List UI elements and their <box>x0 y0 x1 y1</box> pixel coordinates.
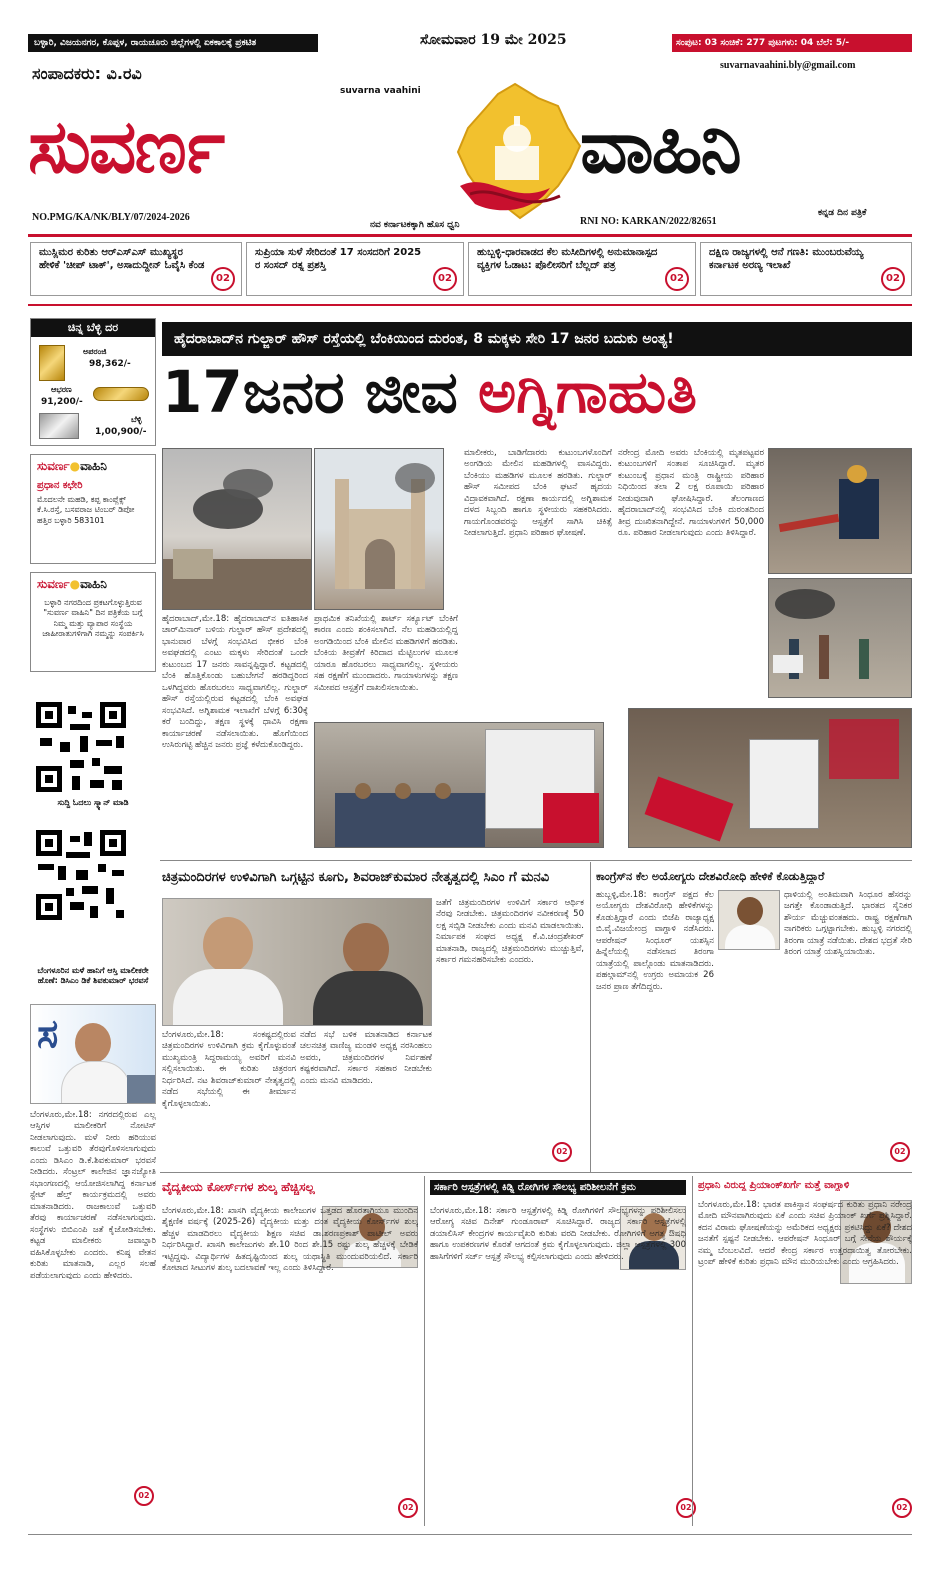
page-ref-badge: 02 <box>890 1142 910 1162</box>
gold-label-2: ಆಭರಣ <box>51 385 72 394</box>
gold-bar-icon <box>39 345 65 381</box>
editor-name: ಸಂಪಾದಕರು: ವಿ.ರವಿ <box>32 64 142 83</box>
cm-shivarajkumar-photo <box>162 898 432 1026</box>
teaser-box[interactable] <box>246 242 464 296</box>
page-ref-badge: 02 <box>211 267 235 291</box>
page-ref-badge: 02 <box>892 1498 912 1518</box>
karnataka-map-emblem <box>440 76 590 226</box>
teaser-text: ಸುಪ್ರಿಯಾ ಸುಳೆ ಸೇರಿದಂತೆ 17 ಸಂಸದರಿಗೆ 2025 ರ ಸಂಸದ್ ರತ್ನ ಪ್ರಶಸ್ತಿ <box>255 247 422 271</box>
qr-caption: ಸುದ್ದಿ ಓದಲು ಸ್ಕ್ಯಾನ್ ಮಾಡಿ <box>57 798 129 807</box>
congress-headline: ಕಾಂಗ್ರೆಸ್‌ನ ಕೆಲ ಅಯೋಗ್ಯರು ದೇಶವಿರೋಧಿ ಹೇಳಿಕೆ ಕೊಡುತ್ತಿದ್ದಾರೆ <box>596 870 825 883</box>
lead-column-4: ನರೇಂದ್ರ ಮೋದಿ ಅವರು ಬೆಂಕಿಯಲ್ಲಿ ಮೃತಪಟ್ಟವರ ಕುಟುಂಬಗಳಿಗೆ ಸಂತಾಪ ಸೂಚಿಸಿದ್ದಾರೆ. ಮೃತರ ಕುಟುಂಬಕ್ಕೆ ಪ್ರಧಾನ ಮಂತ್ರಿ ರಾಷ್ಟ್ರೀಯ ಪರಿಹಾರ ನಿಧಿಯಿಂದ ತಲಾ 2 ಲಕ್ಷ ರೂಪಾಯಿ ಪರಿಹಾರ ನೀಡುವುದಾಗಿ ಘೋಷಿಸಿದ್ದಾರೆ. ತೆಲಂಗಾಣದ ಹೈದರಾಬಾದ್‌ನಲ್ಲಿ ಸಂಭವಿಸಿದ ಬೆಂಕಿ ದುರಂತದಿಂದ ತೀವ್ರ ದುಃಖಿತನಾಗಿದ್ದೇನೆ. ಗಾಯಾಳುಗಳಿಗೆ 50,000 ರೂ. ಪರಿಹಾರ ನೀಡಲಾಗುವುದು ಎಂದು ತಿಳಿಸಿದ್ದಾರೆ. <box>618 448 764 539</box>
teaser-rule <box>28 304 912 306</box>
qr-code[interactable] <box>36 702 126 792</box>
police-rescue-photo <box>314 722 604 848</box>
masthead-latin: suvarna vaahini <box>340 86 421 96</box>
lead-column-1: ಹೈದರಾಬಾದ್,ಮೇ.18: ಹೈದರಾಬಾದ್‌ನ ಐತಿಹಾಸಿಕ ಚಾರ್‌ಮಿನಾರ್ ಬಳಿಯ ಗುಲ್ಜಾರ್ ಹೌಸ್ ಪ್ರದೇಶದಲ್ಲಿ ಭಾನುವಾರ ಬೆಳಗ್ಗೆ ಸಂಭವಿಸಿದ ಭೀಕರ ಬೆಂಕಿ ಅವಘಡದಲ್ಲಿ ಎಂಟು ಮಕ್ಕಳು ಸೇರಿದಂತೆ ಒಂದೇ ಕುಟುಂಬದ 17 ಜನರು ಸಾವನ್ನಪ್ಪಿದ್ದಾರೆ. ಕಟ್ಟಡದಲ್ಲಿ ಬೆಂಕಿ ಹೊತ್ತಿಕೊಂಡು ಬಹುಬೇಗನೆ ಹರಡಿದ್ದರಿಂದ ಒಳಗಿದ್ದವರು ಹೊರಬರಲು ಸಾಧ್ಯವಾಗಲಿಲ್ಲ. ಗುಲ್ಜಾರ್ ಹೌಸ್ ರಸ್ತೆಯಲ್ಲಿರುವ ಕಟ್ಟಡದಲ್ಲಿ ಬೆಂಕಿ ಅವಘಡ ಸಂಭವಿಸಿದೆ. ಅಗ್ನಿಶಾಮಕ ಇಲಾಖೆಗೆ ಬೆಳಗ್ಗೆ 6:30ಕ್ಕೆ ಕರೆ ಬಂದಿದ್ದು, ತಕ್ಷಣ ಸ್ಥಳಕ್ಕೆ ಧಾವಿಸಿ ರಕ್ಷಣಾ ಕಾರ್ಯಾಚರಣೆ ನಡೆಸಲಾಯಿತು. ಹೊಗೆಯಿಂದ ಉಸಿರುಗಟ್ಟಿ ಹೆಚ್ಚಿನ ಜನರು ಪ್ರಜ್ಞೆ ಕಳೆದುಕೊಂಡಿದ್ದರು. <box>162 614 308 751</box>
office-address: ಮೊದಲನೇ ಮಹಡಿ, ಕಪ್ಪ ಕಾಂಪ್ಲೆಕ್ಸ್ ಕೆ.ಸಿ.ರಸ್ತೆ, ಬಸವರಾಜ ಟಿಂಬರ್ ಡಿಪೋ ಹತ್ತಿರ ಬಳ್ಳಾರಿ 583101 <box>37 495 135 525</box>
promo-text: ಬಳ್ಳಾರಿ ನಗರದಿಂದ ಪ್ರಕಟಗೊಳ್ಳುತ್ತಿರುವ "ಸುವರ್ಣ ವಾಹಿನಿ" ದಿನ ಪತ್ರಿಕೆಯ ಬಗ್ಗೆ ನಿಮ್ಮ ಮತ್ತು ವ್ಯಾಪಾರ ಸಂಸ್ಥೆಯ ಜಾಹೀರಾತುಗಳಿಗಾಗಿ ನಮ್ಮನ್ನು ಸಂಪರ್ಕಿಸಿ <box>42 598 144 639</box>
page-ref-badge: 02 <box>676 1498 696 1518</box>
gold-label-1: ಅಪರಂಜಿ <box>83 347 107 356</box>
film-column-3: ಜತೆಗೆ ಚಿತ್ರಮಂದಿರಗಳ ಉಳಿವಿಗೆ ಸರ್ಕಾರ ಆರ್ಥಿಕ ನೆರವು ನೀಡಬೇಕು. ಚಿತ್ರಮಂದಿರಗಳ ನವೀಕರಣಕ್ಕೆ 50 ಲಕ್ಷ ಸಬ್ಸಿಡಿ ನೀಡಬೇಕು ಎಂದು ಮನವಿ ಮಾಡಲಾಯಿತು. ನಿರ್ಮಾಪಕ ಸಂಘದ ಅಧ್ಯಕ್ಷ ಕೆ.ವಿ.ಚಂದ್ರಶೇಖರ್ ಮಾತನಾಡಿ, ರಾಜ್ಯದಲ್ಲಿ ಚಿತ್ರಮಂದಿರಗಳು ಮುಚ್ಚುತ್ತಿವೆ, ಸರ್ಕಾರ ಗಮನಹರಿಸಬೇಕು ಎಂದರು. <box>436 898 584 966</box>
crowd-photo <box>768 578 912 698</box>
firefighter-photo <box>768 448 912 574</box>
lead-column-3: ಮಾಲೀಕರು, ಬಾಡಿಗೆದಾರರು ಕುಟುಂಬಗಳೊಂದಿಗೆ ಅಂಗಡಿಯ ಮೇಲಿನ ಮಹಡಿಗಳಲ್ಲಿ ವಾಸವಿದ್ದರು. ಬೆಂಕಿಯು ಮಹಡಿಗಳ ಮೂಲಕ ಹರಡಿತು. ಗುಲ್ಜಾರ್ ಹೌಸ್ ಸಮೀಪದ ಬೆಂಕಿ ಘಟನೆ ಹೃದಯ ವಿದ್ರಾವಕವಾಗಿದೆ. ರಕ್ಷಣಾ ಕಾರ್ಯದಲ್ಲಿ ಅಗ್ನಿಶಾಮಕ ದಳದ ಸಿಬ್ಬಂದಿ ಹಾಗೂ ಸ್ಥಳೀಯರು ಸಹಕರಿಸಿದರು. ಗಾಯಗೊಂಡವರನ್ನು ಆಸ್ಪತ್ರೆಗೆ ಸಾಗಿಸಿ ಚಿಕಿತ್ಸೆ ನೀಡಲಾಗುತ್ತಿದೆ. ಪ್ರಧಾನಿ ಪರಿಹಾರ ಘೋಷಣೆ. <box>464 448 612 539</box>
page-ref-badge: 02 <box>665 267 689 291</box>
film-column-2: ನಡೆದ ಸಭೆ ಬಳಿಕ ಮಾತನಾಡಿದ ಕರ್ನಾಟಕ ಚಲನಚಿತ್ರ ವಾಣಿಜ್ಯ ಮಂಡಳಿ ಅಧ್ಯಕ್ಷ ನರಸಿಂಹಲು ಅವರು, ಚಿತ್ರಮಂದಿರಗಳ ನಿರ್ವಹಣೆ ಕಷ್ಟಕರವಾಗಿದೆ. ಸರ್ಕಾರ ಸಹಕಾರ ನೀಡಬೇಕು ಎಂದು ಮನವಿ ಮಾಡಿದರು. <box>300 1030 432 1086</box>
gold-price-2: 91,200/- <box>41 397 83 407</box>
paper-type: ಕನ್ನಡ ದಿನ ಪತ್ರಿಕೆ <box>818 208 867 218</box>
kharge-headline: ಪ್ರಧಾನಿ ವಿರುದ್ಧ ಪ್ರಿಯಾಂಕ್‌ಖರ್ಗೆ ಮತ್ತೆ ವಾಗ್ದಾಳಿ <box>698 1180 850 1191</box>
medical-story-text: ಬೆಂಗಳೂರು,ಮೇ.18: ಖಾಸಗಿ ವೈದ್ಯಕೀಯ ಕಾಲೇಜುಗಳ ಒತ್ತಡದ ಹೊರತಾಗಿಯೂ ಮುಂದಿನ ಶೈಕ್ಷಣಿಕ ವರ್ಷಕ್ಕೆ (2025-26) ವೈದ್ಯಕೀಯ ಮತ್ತು ದಂತ ವೈದ್ಯಕೀಯ ಕೋರ್ಸ್‌ಗಳ ಶುಲ್ಕ ಹೆಚ್ಚಳ ಮಾಡದಿರಲು ವೈದ್ಯಕೀಯ ಶಿಕ್ಷಣ ಸಚಿವ ಡಾ.ಶರಣಪ್ರಕಾಶ್ ಪಾಟೀಲ್ ಅವರು ನಿರ್ಧರಿಸಿದ್ದಾರೆ. ಖಾಸಗಿ ಕಾಲೇಜುಗಳು ಶೇ.10 ರಿಂದ ಶೇ.15 ರಷ್ಟು ಶುಲ್ಕ ಹೆಚ್ಚಳಕ್ಕೆ ಬೇಡಿಕೆ ಇಟ್ಟಿದ್ದವು. ವಿದ್ಯಾರ್ಥಿಗಳ ಹಿತದೃಷ್ಟಿಯಿಂದ ಶುಲ್ಕ ಯಥಾಸ್ಥಿತಿ ಮುಂದುವರಿಯಲಿದೆ. ಸರ್ಕಾರಿ ಕೋಟಾದ ಸೀಟುಗಳ ಶುಲ್ಕ ಬದಲಾವಣೆ ಇಲ್ಲ ಎಂದು ತಿಳಿಸಿದ್ದಾರೆ. <box>162 1206 418 1274</box>
gold-rate-title: ಚಿನ್ನ ಬೆಳ್ಳಿ ದರ <box>31 319 155 337</box>
teaser-text: ಹುಬ್ಬಳ್ಳಿ-ಧಾರವಾಡದ ಕೆಲ ಮಸೀದಿಗಳಲ್ಲಿ ಅನುಮಾನಾಸ್ಪದ ವ್ಯಕ್ತಿಗಳ ಓಡಾಟ: ಪೊಲೀಸರಿಗೆ ಬೆಲ್ಲದ್ ಪತ್ರ <box>477 247 658 271</box>
medical-headline: ವೈದ್ಯಕೀಯ ಕೋರ್ಸ್‌ಗಳ ಶುಲ್ಕ ಹೆಚ್ಚಿಸಲ್ಲ <box>162 1180 315 1194</box>
kharge-story-text: ಬೆಂಗಳೂರು,ಮೇ.18: ಭಾರತ ಪಾಕಿಸ್ತಾನ ಸಂಘರ್ಷದ ಕುರಿತು ಪ್ರಧಾನಿ ನರೇಂದ್ರ ಮೋದಿ ಮೌನವಾಗಿರುವುದು ಏಕೆ ಎಂದು ಸಚಿವ ಪ್ರಿಯಾಂಕ್ ಖರ್ಗೆ ಪ್ರಶ್ನಿಸಿದ್ದಾರೆ. ಕದನ ವಿರಾಮ ಘೋಷಣೆಯನ್ನು ಅಮೆರಿಕದ ಅಧ್ಯಕ್ಷರು ಪ್ರಕಟಿಸಿದ್ದು ಏಕೆ? ದೇಶದ ಜನತೆಗೆ ಸ್ಪಷ್ಟನೆ ನೀಡಬೇಕು. ಆಪರೇಷನ್ ಸಿಂಧೂರ್ ಬಗ್ಗೆ ಸೇನೆಯ ಶೌರ್ಯಕ್ಕೆ ನಮ್ಮ ಬೆಂಬಲವಿದೆ. ಆದರೆ ಕೇಂದ್ರ ಸರ್ಕಾರ ಉತ್ತರದಾಯಿತ್ವ ತೋರಬೇಕು. ಟ್ರಂಪ್ ಹೇಳಿಕೆ ಕುರಿತು ಪ್ರಧಾನಿ ಮೌನ ಮುರಿಯಬೇಕು ಎಂದು ಆಗ್ರಹಿಸಿದರು. <box>698 1200 912 1268</box>
volume-strip: ಸಂಪುಟ: 03 ಸಂಚಿಕೆ: 277 ಪುಟಗಳು: 04 ಬೆಲೆ: 5/- <box>672 34 912 52</box>
promo-box <box>30 572 156 672</box>
tagline: ನವ ಕರ್ನಾಟಕಕ್ಕಾಗಿ ಹೊಸ ಧ್ವನಿ <box>370 220 460 230</box>
gold-price-1: 98,362/- <box>89 359 131 369</box>
silver-bar-icon <box>39 413 79 439</box>
smoke-photo <box>162 448 312 610</box>
teaser-box[interactable] <box>700 242 912 296</box>
sidebar-logo: ಸುವರ್ಣ●ವಾಹಿನಿ <box>37 459 107 473</box>
gold-rate-box <box>30 318 156 446</box>
page-ref-badge: 02 <box>552 1142 572 1162</box>
masthead-left: ಸುವರ್ಣ <box>28 104 224 190</box>
sidebar-logo: ಸುವರ್ಣ●ವಾಹಿನಿ <box>37 577 107 591</box>
section-rule <box>160 860 912 861</box>
column-rule <box>692 1176 693 1526</box>
masthead-right: ವಾಹಿನಿ <box>580 104 740 190</box>
charminar-photo <box>314 448 444 610</box>
lead-headline: 17ಜನರ ಜೀವ ಅಗ್ನಿಗಾಹುತಿ <box>162 358 697 426</box>
congress-column-1: ಹುಬ್ಬಳ್ಳಿ,ಮೇ.18: ಕಾಂಗ್ರೆಸ್ ಪಕ್ಷದ ಕೆಲ ಅಯೋಗ್ಯರು ದೇಶವಿರೋಧಿ ಹೇಳಿಕೆಗಳನ್ನು ಕೊಡುತ್ತಿದ್ದಾರೆ ಎಂದು ಬಿಜೆಪಿ ರಾಜ್ಯಾಧ್ಯಕ್ಷ ಬಿ.ವೈ.ವಿಜಯೇಂದ್ರ ವಾಗ್ದಾಳಿ ನಡೆಸಿದರು. ಆಪರೇಷನ್ ಸಿಂಧೂರ್ ಯಶಸ್ಸಿನ ಹಿನ್ನೆಲೆಯಲ್ಲಿ ನಡೆಸಲಾದ ತಿರಂಗಾ ಯಾತ್ರೆಯಲ್ಲಿ ಪಾಲ್ಗೊಂಡು ಮಾತನಾಡಿದರು. ಪಹಲ್ಗಾಮ್‌ನಲ್ಲಿ ಉಗ್ರರು ಅಮಾಯಕ 26 ಜನರ ಪ್ರಾಣ ತೆಗೆದಿದ್ದರು. <box>596 890 714 992</box>
gold-bangle-icon <box>93 387 149 401</box>
issue-date: ಸೋಮವಾರ 19 ಮೇ 2025 <box>420 32 567 48</box>
silver-label: ಬೆಳ್ಳಿ <box>131 415 142 424</box>
email-link[interactable]: suvarnavaahini.bly@gmail.com <box>720 60 856 71</box>
column-rule <box>590 862 591 1172</box>
teaser-box[interactable] <box>468 242 696 296</box>
dk-caption: ಬೆಂಗಳೂರಿನ ಮಳೆ ಹಾನಿಗೆ ಆಸ್ತಿ ಮಾಲೀಕರೇ ಹೊಣೆ: ಡಿಸಿಎಂ ಡಿಕೆ ಶಿವಕುಮಾರ್ ಭರವಸೆ <box>37 966 149 986</box>
hospital-headline: ಸರ್ಕಾರಿ ಆಸ್ಪತ್ರೆಗಳಲ್ಲಿ ಕಿಡ್ನಿ ರೋಗಿಗಳ ಸೌಲಭ್ಯ ಪರಿಶೀಲನೆಗೆ ಕ್ರಮ <box>430 1180 686 1195</box>
lead-column-2: ಪ್ರಾಥಮಿಕ ತನಿಖೆಯಲ್ಲಿ ಶಾರ್ಟ್ ಸರ್ಕ್ಯೂಟ್ ಬೆಂಕಿಗೆ ಕಾರಣ ಎಂದು ಶಂಕಿಸಲಾಗಿದೆ. ನೆಲ ಮಹಡಿಯಲ್ಲಿದ್ದ ಅಂಗಡಿಯಿಂದ ಬೆಂಕಿ ಮೇಲಿನ ಮಹಡಿಗಳಿಗೆ ಹರಡಿತು. ಬೆಂಕಿಯ ತೀವ್ರತೆಗೆ ಕಿರಿದಾದ ಮೆಟ್ಟಿಲುಗಳ ಮೂಲಕ ಯಾರೂ ಹೊರಬರಲು ಸಾಧ್ಯವಾಗಲಿಲ್ಲ. ಸ್ಥಳೀಯರು ಸಹ ರಕ್ಷಣೆಗೆ ಮುಂದಾದರು. ಗಾಯಾಳುಗಳನ್ನು ತಕ್ಷಣ ಸಮೀಪದ ಆಸ್ಪತ್ರೆಗೆ ದಾಖಲಿಸಲಾಯಿತು. <box>314 614 458 693</box>
film-column-1: ಬೆಂಗಳೂರು,ಮೇ.18: ಸಂಕಷ್ಟದಲ್ಲಿರುವ ಚಿತ್ರಮಂದಿರಗಳ ಉಳಿವಿಗಾಗಿ ಕ್ರಮ ಕೈಗೊಳ್ಳುವಂತೆ ಮುಖ್ಯಮಂತ್ರಿ ಸಿದ್ದರಾಮಯ್ಯ ಅವರಿಗೆ ಮನವಿ ಸಲ್ಲಿಸಲಾಯಿತು. ಈ ಕುರಿತು ಚಿತ್ರರಂಗ ನಿರ್ಧರಿಸಿದೆ. ನಟ ಶಿವರಾಜ್‌ಕುಮಾರ್ ನೇತೃತ್ವದಲ್ಲಿ ನಡೆದ ಸಭೆಯಲ್ಲಿ ಈ ತೀರ್ಮಾನ ಕೈಗೊಳ್ಳಲಾಯಿತು. <box>162 1030 296 1109</box>
teaser-text: ದಕ್ಷಿಣ ರಾಜ್ಯಗಳಲ್ಲಿ ಆನೆ ಗಣತಿ: ಮುಂಬರುವೆಯ್ಯ ಕರ್ನಾಟಕ ಅರಣ್ಯ ಇಲಾಖೆ <box>709 247 864 271</box>
page-ref-badge: 02 <box>134 1486 154 1506</box>
silver-price: 1,00,900/- <box>95 427 147 437</box>
dk-shivakumar-photo: ಸ <box>30 1004 156 1104</box>
column-rule <box>424 1176 425 1526</box>
lead-kicker: ಹೈದರಾಬಾದ್‌ನ ಗುಲ್ಜಾರ್ ಹೌಸ್ ರಸ್ತೆಯಲ್ಲಿ ಬೆಂಕಿಯಿಂದ ದುರಂತ, 8 ಮಕ್ಕಳು ಸೇರಿ 17 ಜನರ ಬದುಕು ಅಂತ್ಯ! <box>162 322 912 356</box>
vijayendra-photo <box>718 890 780 950</box>
postal-reg-no: NO.PMG/KA/NK/BLY/07/2024-2026 <box>32 212 190 223</box>
office-title: ಪ್ರಧಾನ ಕಛೇರಿ <box>37 480 83 491</box>
page-ref-badge: 02 <box>881 267 905 291</box>
dk-story-text: ಬೆಂಗಳೂರು,ಮೇ.18: ನಗರದಲ್ಲಿರುವ ಎಲ್ಲ ಆಸ್ತಿಗಳ ಮಾಲೀಕರಿಗೆ ನೋಟಿಸ್ ನೀಡಲಾಗುವುದು. ಮಳೆ ನೀರು ಹರಿಯುವ ಕಾಲುವೆ ಒತ್ತುವರಿ ತೆರವುಗೊಳಿಸಲಾಗುವುದು ಎಂದು ಡಿಸಿಎಂ ಡಿ.ಕೆ.ಶಿವಕುಮಾರ್ ಭರವಸೆ ನೀಡಿದರು. ಸೆಂಟ್ರಲ್ ಕಾಲೇಜಿನ ಜ್ಞಾನಜ್ಯೋತಿ ಸಭಾಂಗಣದಲ್ಲಿ ಆಯೋಜಿಸಲಾಗಿದ್ದ ಕರ್ನಾಟಕ ಸ್ಟೇಟ್ ಹೆಲ್ತ್ ಕಾರ್ಯಕ್ರಮದಲ್ಲಿ ಅವರು ಮಾತನಾಡಿದರು. ರಾಜಕಾಲುವೆ ಒತ್ತುವರಿ ತೆರವು ಕಾರ್ಯಾಚರಣೆ ನಡೆಸಲಾಗುವುದು. ಸಂಸ್ಥೆಗಳು ಬಿಬಿಎಂಪಿ ಜತೆ ಕೈಜೋಡಿಸಬೇಕು. ಕಟ್ಟಡ ಮಾಲೀಕರು ಜವಾಬ್ದಾರಿ ವಹಿಸಿಕೊಳ್ಳಬೇಕು ಎಂದರು. ಕನಿಷ್ಠ ವೇತನ ಕುರಿತು ಮಾತನಾಡಿ, ಎಲ್ಲರ ಸಲಹೆ ಪಡೆಯಲಾಗುವುದು ಎಂದು ಹೇಳಿದರು. <box>30 1110 156 1281</box>
hospital-story-text: ಬೆಂಗಳೂರು,ಮೇ.18: ಸರ್ಕಾರಿ ಆಸ್ಪತ್ರೆಗಳಲ್ಲಿ ಕಿಡ್ನಿ ರೋಗಿಗಳಿಗೆ ಸೌಲಭ್ಯಗಳನ್ನು ಪರಿಶೀಲಿಸಲು ಆರೋಗ್ಯ ಸಚಿವ ದಿನೇಶ್ ಗುಂಡೂರಾವ್ ಸೂಚಿಸಿದ್ದಾರೆ. ರಾಜ್ಯದ ಸರ್ಕಾರಿ ಆಸ್ಪತ್ರೆಗಳಲ್ಲಿ ಡಯಾಲಿಸಿಸ್ ಕೇಂದ್ರಗಳ ಕಾರ್ಯವೈಖರಿ ಕುರಿತು ವರದಿ ನೀಡಬೇಕು. ರೋಗಿಗಳಿಗೆ ಅಗತ್ಯ ಔಷಧಿ ಹಾಗೂ ಉಪಕರಣಗಳ ಕೊರತೆ ಆಗದಂತೆ ಕ್ರಮ ಕೈಗೊಳ್ಳಲಾಗುವುದು. ಜಿಲ್ಲಾ ಆಸ್ಪತ್ರೆಗಳಲ್ಲಿ 300 ಹಾಸಿಗೆಗಳಿಗೆ ಸರ್ಜ್ ಆಸ್ಪತ್ರೆ ಸೌಲಭ್ಯ ಕಲ್ಪಿಸಲಾಗುವುದು ಎಂದು ಹೇಳಿದರು. <box>430 1206 686 1262</box>
header-rule <box>28 234 912 237</box>
film-headline: ಚಿತ್ರಮಂದಿರಗಳ ಉಳಿವಿಗಾಗಿ ಒಗ್ಗಟ್ಟಿನ ಕೂಗು, ಶಿವರಾಜ್‌ಕುಮಾರ ನೇತೃತ್ವದಲ್ಲಿ ಸಿಎಂ ಗೆ ಮನವಿ <box>162 870 550 885</box>
section-rule <box>160 1172 912 1173</box>
edition-strip: ಬಳ್ಳಾರಿ, ವಿಜಯನಗರ, ಕೊಪ್ಪಳ, ರಾಯಚೂರು ಜಿಲ್ಲೆಗಳಲ್ಲಿ ಏಕಕಾಲಕ್ಕೆ ಪ್ರಕಟಿತ <box>28 34 318 52</box>
qr-code[interactable] <box>36 830 126 920</box>
aerial-fire-photo <box>628 708 912 848</box>
rni-number: RNI NO: KARKAN/2022/82651 <box>580 216 717 227</box>
footer-rule <box>28 1534 912 1535</box>
teaser-box[interactable] <box>30 242 242 296</box>
teaser-text: ಮುಸ್ಲಿಮರ ಕುರಿತು ಆರ್‌ಎಸ್‌ಎಸ್ ಮುಖ್ಯಸ್ಥರ ಹೇಳಿಕೆ 'ಚೀಪ್ ಟಾಕ್', ಅಸಾದುದ್ದೀನ್ ಓವೈಸಿ ಕೆಂಡ <box>39 247 205 271</box>
office-box <box>30 454 156 564</box>
page-ref-badge: 02 <box>433 267 457 291</box>
congress-column-2: ಧಾಳಿಯಲ್ಲಿ ಅಂತಿಮವಾಗಿ ಸಿಂಧೂರ ಹೆಸರನ್ನು ಜಗತ್ತೇ ಕೊಂಡಾಡುತ್ತಿದೆ. ಭಾರತದ ಸೈನಿಕರ ಶೌರ್ಯ ಮೆಚ್ಚುವಂತಹದು. ರಾಷ್ಟ್ರ ರಕ್ಷಣೆಗಾಗಿ ನಾಗರಿಕರು ಒಗ್ಗಟ್ಟಾಗಬೇಕು. ಹುಬ್ಬಳ್ಳಿ ನಗರದಲ್ಲಿ ತಿರಂಗಾ ಯಾತ್ರೆ ನಡೆಯಿತು. ದೇಶದ ಭದ್ರತೆ ಸೇರಿ ತಿರಂಗ ಯಾತ್ರೆ ಯಶಸ್ವಿಯಾಯಿತು. <box>784 890 912 958</box>
page-ref-badge: 02 <box>398 1498 418 1518</box>
